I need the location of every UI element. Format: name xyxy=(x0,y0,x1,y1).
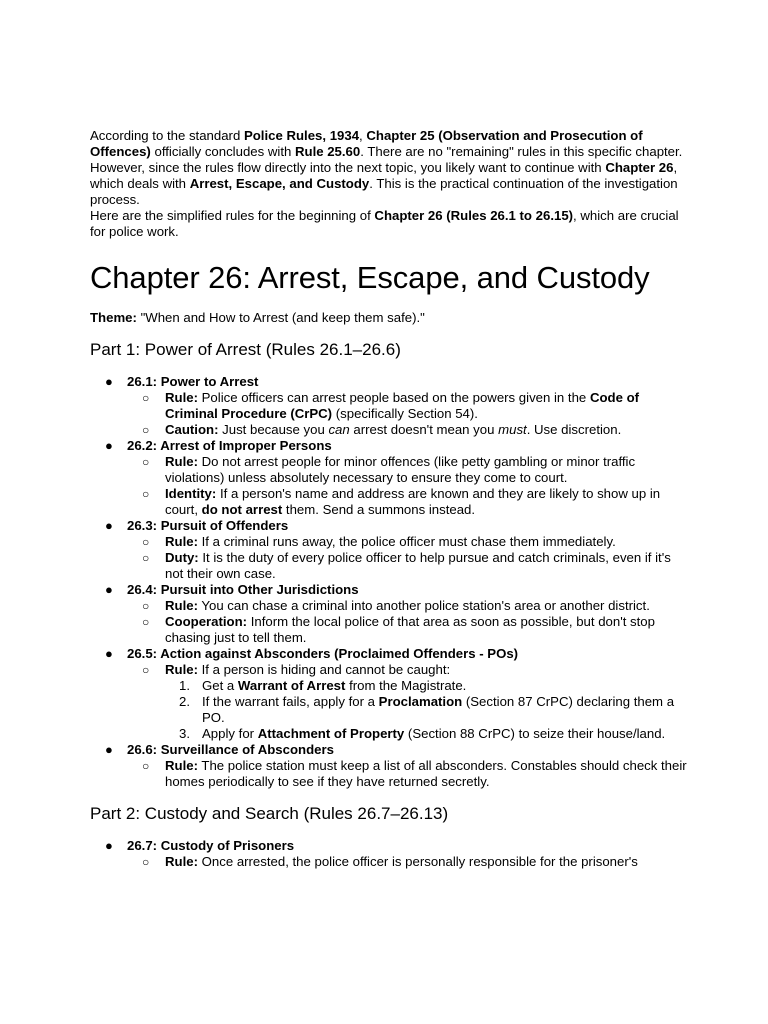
chapter-title: Chapter 26: Arrest, Escape, and Custody xyxy=(90,260,650,295)
circle-bullet-icon: ○ xyxy=(142,535,150,549)
step-number: 3. xyxy=(179,726,190,741)
rule-title: 26.2: Arrest of Improper Persons xyxy=(127,438,332,453)
italic-text: must xyxy=(498,422,527,437)
detail-label: Rule: xyxy=(165,390,198,405)
theme-label: Theme: xyxy=(90,310,137,325)
step-number: 1. xyxy=(179,678,190,693)
bullet-icon: ● xyxy=(105,374,113,389)
circle-bullet-icon: ○ xyxy=(142,487,150,501)
rule-item xyxy=(90,582,690,646)
rule-title: 26.3: Pursuit of Offenders xyxy=(127,518,289,533)
text: However, since the rules flow directly into the next topic, you likely want to continue with xyxy=(90,160,606,175)
bullet-icon: ● xyxy=(105,646,113,661)
text: You can chase a criminal into another police station's area or another district. xyxy=(197,598,650,613)
bold-text: Proclamation xyxy=(378,694,463,709)
rule-details xyxy=(127,758,690,790)
text: Do not arrest people for minor offences (like petty gambling or minor traffic violations) unless absolutely necessary to ensure they come to court. xyxy=(165,454,636,485)
steps-list xyxy=(165,678,690,742)
bold-text: Attachment of Property xyxy=(257,726,405,741)
part-2-heading: Part 2: Custody and Search (Rules 26.7–26.13) xyxy=(90,804,449,823)
text: (specifically Section 54). xyxy=(332,406,478,421)
rule-details xyxy=(127,454,690,518)
detail-label: Rule: xyxy=(165,534,198,549)
bold-text: Arrest, Escape, and Custody xyxy=(189,176,370,191)
text: Here are the simplified rules for the beginning of xyxy=(90,208,375,223)
detail-item xyxy=(127,422,690,438)
text: It is the duty of every police officer to help pursue and catch criminals, even if it's not their own case. xyxy=(165,550,671,581)
bullet-icon: ● xyxy=(105,518,113,533)
text: arrest doesn't mean you xyxy=(349,422,499,437)
bold-text: Police Rules, 1934 xyxy=(243,128,360,143)
detail-label: Cooperation: xyxy=(165,614,248,629)
intro-paragraph-1 xyxy=(90,128,690,160)
text: officially concludes with xyxy=(150,144,295,159)
detail-item xyxy=(127,390,690,422)
circle-bullet-icon: ○ xyxy=(142,551,150,565)
bold-text: Chapter 25 (Observation and Prosecution of Offences) xyxy=(90,128,643,159)
detail-item xyxy=(127,614,690,646)
rule-title: 26.7: Custody of Prisoners xyxy=(127,838,295,853)
detail-item xyxy=(127,550,690,582)
text: Just because you xyxy=(218,422,329,437)
text: Police officers can arrest people based on the powers given in the xyxy=(197,390,590,405)
text: Get a xyxy=(202,678,238,693)
bullet-icon: ● xyxy=(105,838,113,853)
text: from the Magistrate. xyxy=(345,678,467,693)
detail-item xyxy=(127,534,690,550)
text: According to the standard xyxy=(90,128,244,143)
rule-item xyxy=(90,374,690,438)
part-1-heading: Part 1: Power of Arrest (Rules 26.1–26.6) xyxy=(90,340,401,359)
detail-label: Identity: xyxy=(165,486,217,501)
circle-bullet-icon: ○ xyxy=(142,391,150,405)
theme-text: "When and How to Arrest (and keep them safe)." xyxy=(136,310,425,325)
bold-text: Chapter 26 (Rules 26.1 to 26.15) xyxy=(374,208,574,223)
text: The police station must keep a list of all absconders. Constables should check their homes periodically to see if they have returned secretly. xyxy=(165,758,687,789)
text: . Use discretion. xyxy=(526,422,622,437)
text: . This is the practical continuation of the investigation process. xyxy=(90,176,678,207)
text: Once arrested, the police officer is personally responsible for the prisoner's xyxy=(197,854,638,869)
circle-bullet-icon: ○ xyxy=(142,615,150,629)
rule-title: 26.4: Pursuit into Other Jurisdictions xyxy=(127,582,359,597)
step-item xyxy=(165,726,690,742)
rule-details xyxy=(127,854,690,870)
bullet-icon: ● xyxy=(105,742,113,757)
step-item xyxy=(165,678,690,694)
text: If the warrant fails, apply for a xyxy=(202,694,379,709)
detail-label: Rule: xyxy=(165,854,198,869)
rule-title: 26.1: Power to Arrest xyxy=(127,374,259,389)
circle-bullet-icon: ○ xyxy=(142,599,150,613)
italic-text: can xyxy=(328,422,350,437)
text: them. Send a summons instead. xyxy=(282,502,476,517)
document-body xyxy=(90,128,690,884)
text: (Section 87 CrPC) declaring them a PO. xyxy=(202,694,675,725)
text: If a person's name and address are known and they are likely to show up in court, xyxy=(165,486,661,517)
bold-text: Warrant of Arrest xyxy=(237,678,346,693)
detail-label: Rule: xyxy=(165,454,198,469)
rule-item xyxy=(90,438,690,518)
detail-label: Rule: xyxy=(165,758,198,773)
text: Inform the local police of that area as soon as possible, but don't stop chasing just to tell them. xyxy=(165,614,655,645)
text: , which are crucial for police work. xyxy=(90,208,679,239)
detail-label: Rule: xyxy=(165,662,198,677)
step-number: 2. xyxy=(179,694,190,709)
detail-item xyxy=(127,598,690,614)
bold-text: Chapter 26 xyxy=(605,160,674,175)
bold-text: Rule 25.60 xyxy=(294,144,361,159)
circle-bullet-icon: ○ xyxy=(142,759,150,773)
part-1-rule-list xyxy=(90,374,690,790)
text: , which deals with xyxy=(90,160,678,191)
text: , xyxy=(359,128,367,143)
detail-item xyxy=(127,854,690,870)
detail-item xyxy=(127,454,690,486)
bullet-icon: ● xyxy=(105,582,113,597)
text: Apply for xyxy=(202,726,258,741)
theme-line xyxy=(90,310,690,326)
text: . There are no "remaining" rules in this specific chapter. xyxy=(360,144,683,159)
rule-details xyxy=(127,598,690,646)
text: (Section 88 CrPC) to seize their house/land. xyxy=(404,726,666,741)
text: If a criminal runs away, the police officer must chase them immediately. xyxy=(197,534,616,549)
step-item xyxy=(165,694,690,726)
bold-text: Code of Criminal Procedure (CrPC) xyxy=(165,390,640,421)
rule-details xyxy=(127,662,690,742)
rule-item xyxy=(90,838,690,870)
rule-item xyxy=(90,742,690,790)
rule-title: 26.5: Action against Absconders (Proclaimed Offenders - POs) xyxy=(127,646,519,661)
rule-details xyxy=(127,390,690,438)
text: If a person is hiding and cannot be caught: xyxy=(197,662,451,677)
bullet-icon: ● xyxy=(105,438,113,453)
circle-bullet-icon: ○ xyxy=(142,455,150,469)
detail-item xyxy=(127,662,690,742)
detail-item xyxy=(127,486,690,518)
detail-label: Duty: xyxy=(165,550,199,565)
rule-details xyxy=(127,534,690,582)
part-2-rule-list xyxy=(90,838,690,870)
detail-label: Caution: xyxy=(165,422,219,437)
detail-item xyxy=(127,758,690,790)
intro-paragraph-2 xyxy=(90,160,690,208)
bold-text: do not arrest xyxy=(201,502,283,517)
circle-bullet-icon: ○ xyxy=(142,423,150,437)
rule-item xyxy=(90,518,690,582)
circle-bullet-icon: ○ xyxy=(142,855,150,869)
circle-bullet-icon: ○ xyxy=(142,663,150,677)
rule-item xyxy=(90,646,690,742)
intro-paragraph-3 xyxy=(90,208,690,240)
rule-title: 26.6: Surveillance of Absconders xyxy=(127,742,334,757)
detail-label: Rule: xyxy=(165,598,198,613)
